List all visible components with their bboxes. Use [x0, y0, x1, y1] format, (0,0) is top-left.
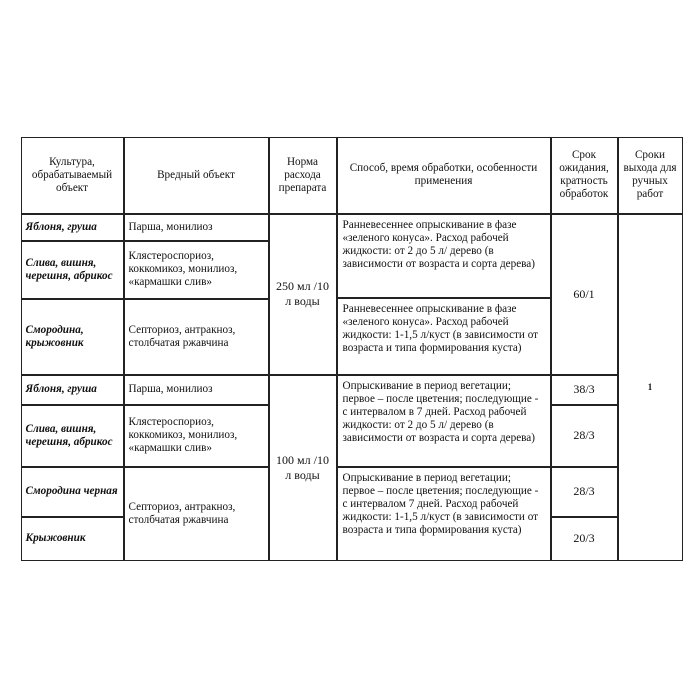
- pest-cell: Парша, монилиоз: [124, 375, 269, 405]
- pest-cell: Септориоз, антракноз, столбчатая ржавчина: [124, 299, 269, 375]
- crop-cell: Слива, вишня, черешня, абрикос: [21, 241, 124, 299]
- crop-cell: Смородина, крыжовник: [21, 299, 124, 375]
- wait-cell: 38/3: [551, 375, 618, 405]
- wait-cell: 60/1: [551, 214, 618, 375]
- header-crop: Культура, обрабатываемый объект: [21, 137, 124, 214]
- crop-cell: Крыжовник: [21, 517, 124, 561]
- crop-cell: Яблоня, груша: [21, 375, 124, 405]
- header-wait: Срок ожидания, кратность обработок: [551, 137, 618, 214]
- method-cell: Ранневесеннее опрыскивание в фазе «зеленого конуса». Расход рабочей жидкости: от 2 до 5 л/ дерево (в зависимости от возраста и сорта дерева): [337, 214, 551, 298]
- table-grid: [21, 137, 683, 561]
- regulation-table: [21, 137, 683, 561]
- norm-cell: 250 мл /10 л воды: [269, 214, 337, 375]
- pest-cell: Клястероспориоз, коккомикоз, монилиоз, «кармашки слив»: [124, 241, 269, 299]
- header-norm: Норма расхода препарата: [269, 137, 337, 214]
- wait-cell: 28/3: [551, 405, 618, 467]
- crop-cell: Слива, вишня, черешня, абрикос: [21, 405, 124, 467]
- header-pest: Вредный объект: [124, 137, 269, 214]
- crop-cell: Смородина черная: [21, 467, 124, 517]
- pest-cell: Клястероспориоз, коккомикоз, монилиоз, «кармашки слив»: [124, 405, 269, 467]
- norm-cell: 100 мл /10 л воды: [269, 375, 337, 561]
- wait-cell: 28/3: [551, 467, 618, 517]
- pest-cell: Парша, монилиоз: [124, 214, 269, 241]
- exit-cell: 1: [618, 214, 683, 561]
- header-exit: Сроки выхода для ручных работ: [618, 137, 683, 214]
- method-cell: Ранневесеннее опрыскивание в фазе «зеленого конуса». Расход рабочей жидкости: 1-1,5 л/куст (в зависимости от возраста и типа формирования куста): [337, 298, 551, 375]
- method-cell: Опрыскивание в период вегетации; первое – после цветения; последующие - с интервалом 7 дней. Расход рабочей жидкости: 1-1,5 л/куст (в зависимости от возраста и типа формирования куста): [337, 467, 551, 561]
- pest-cell: Септориоз, антракноз, столбчатая ржавчина: [124, 467, 269, 561]
- header-method: Способ, время обработки, особенности применения: [337, 137, 551, 214]
- method-cell: Опрыскивание в период вегетации; первое – после цветения; последующие - с интервалом в 7 дней. Расход рабочей жидкости: от 2 до 5 л/ дерево (в зависимости от возраста и сорта дерева): [337, 375, 551, 467]
- wait-cell: 20/3: [551, 517, 618, 561]
- crop-cell: Яблоня, груша: [21, 214, 124, 241]
